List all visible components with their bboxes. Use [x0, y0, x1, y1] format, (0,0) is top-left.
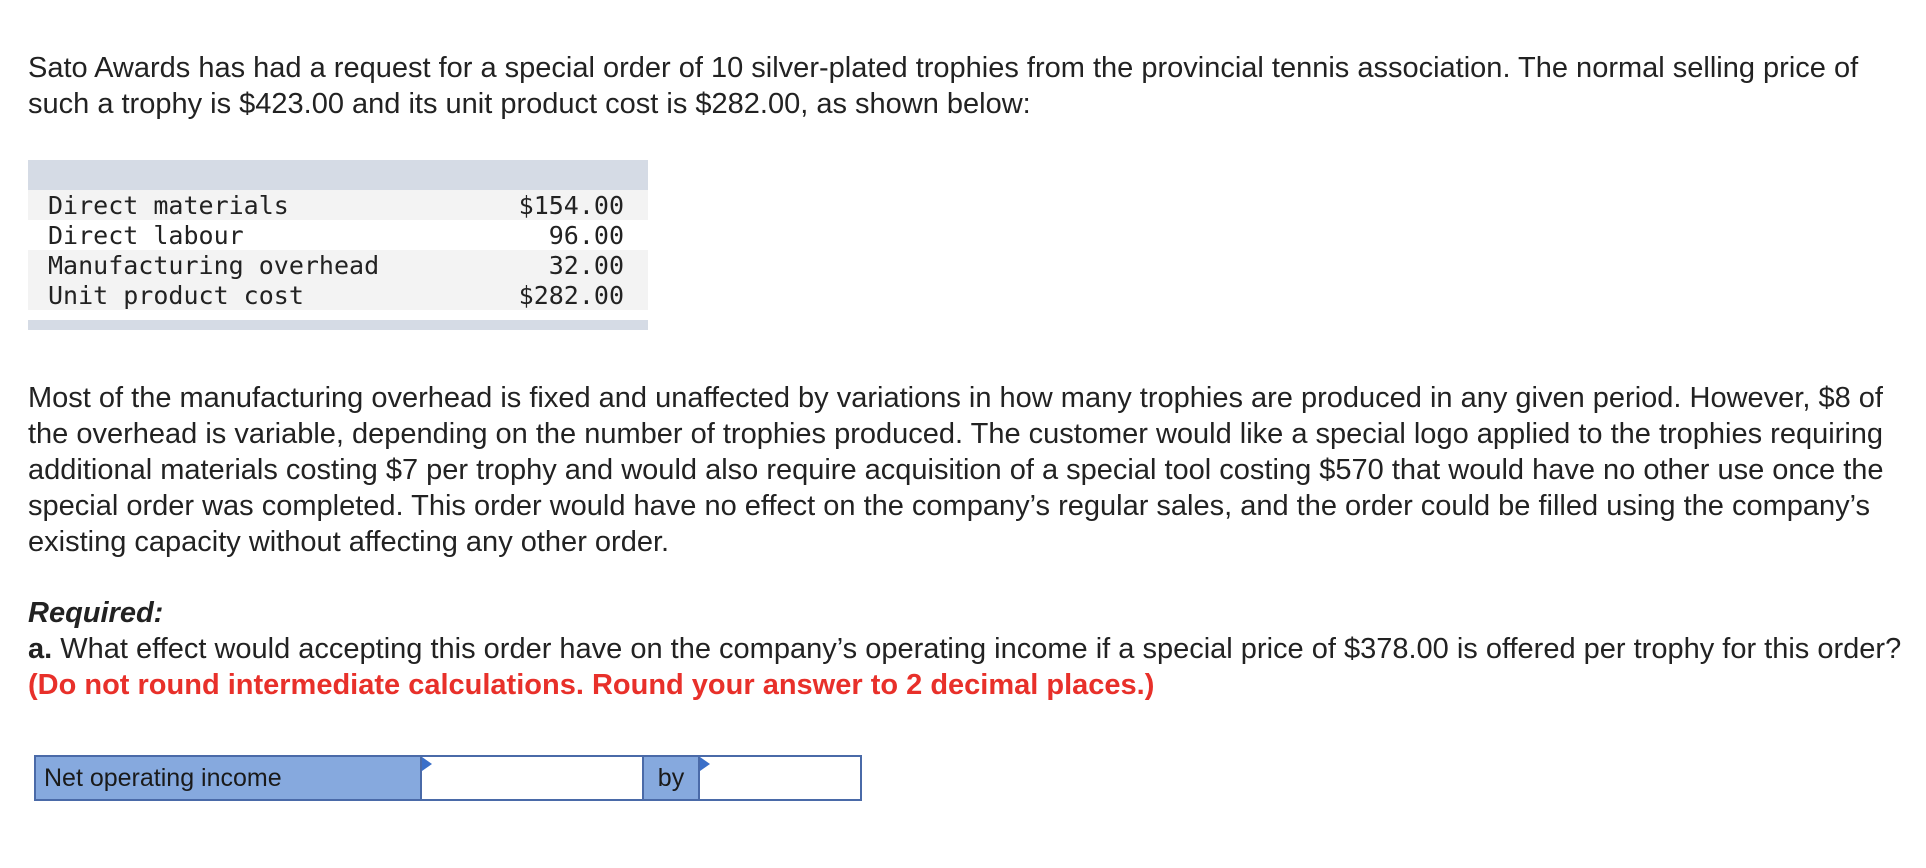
- table-row: [28, 220, 648, 250]
- cost-value: 32.00: [548, 250, 624, 280]
- connector-label: by: [644, 757, 700, 799]
- details-paragraph: Most of the manufacturing overhead is fixed and unaffected by variations in how many trophies are produced in any given period. However, $8 of the overhead is variable, depending on the number of trophies produced. The customer would like a special logo applied to the trophies requiring additional materials costing $7 per trophy and would also require acquisition of a special tool costing $570 that would have no other use once the special order was completed. This order would have no effect on the company’s regular sales, and the order could be filled using the company’s existing capacity without affecting any other order.: [28, 382, 1884, 558]
- table-footer-band: [28, 320, 648, 330]
- table-row: [28, 280, 648, 310]
- question-text: What effect would accepting this order have on the company’s operating income if a special price of $378.00 is offered per trophy for this order?: [52, 633, 1902, 665]
- required-heading: Required:: [28, 597, 164, 629]
- table-header-band: [28, 160, 648, 190]
- required-section: [28, 595, 1918, 703]
- cost-value: 96.00: [548, 220, 624, 250]
- answer-label: Net operating income: [36, 757, 422, 799]
- cost-label: Direct materials: [48, 190, 289, 220]
- direction-select[interactable]: [700, 757, 860, 799]
- rounding-note: (Do not round intermediate calculations. Round your answer to 2 decimal places.): [28, 669, 1155, 701]
- table-row: [28, 250, 648, 280]
- amount-cell: [422, 757, 644, 799]
- answer-row: [34, 755, 862, 801]
- intro-paragraph: Sato Awards has had a request for a special order of 10 silver-plated trophies from the provincial tennis association. The normal selling price of such a trophy is $423.00 and its unit product cost is $282.00, as shown below:: [28, 52, 1859, 120]
- part-label: a.: [28, 633, 53, 665]
- table-row: [28, 190, 648, 220]
- cost-label: Direct labour: [48, 220, 244, 250]
- cost-value: $154.00: [518, 190, 624, 220]
- cost-label: Unit product cost: [48, 280, 304, 310]
- direction-cell: [700, 757, 860, 799]
- amount-input[interactable]: [422, 757, 644, 799]
- cost-value: $282.00: [518, 280, 624, 310]
- cost-label: Manufacturing overhead: [48, 250, 380, 280]
- unit-cost-table: [28, 160, 648, 330]
